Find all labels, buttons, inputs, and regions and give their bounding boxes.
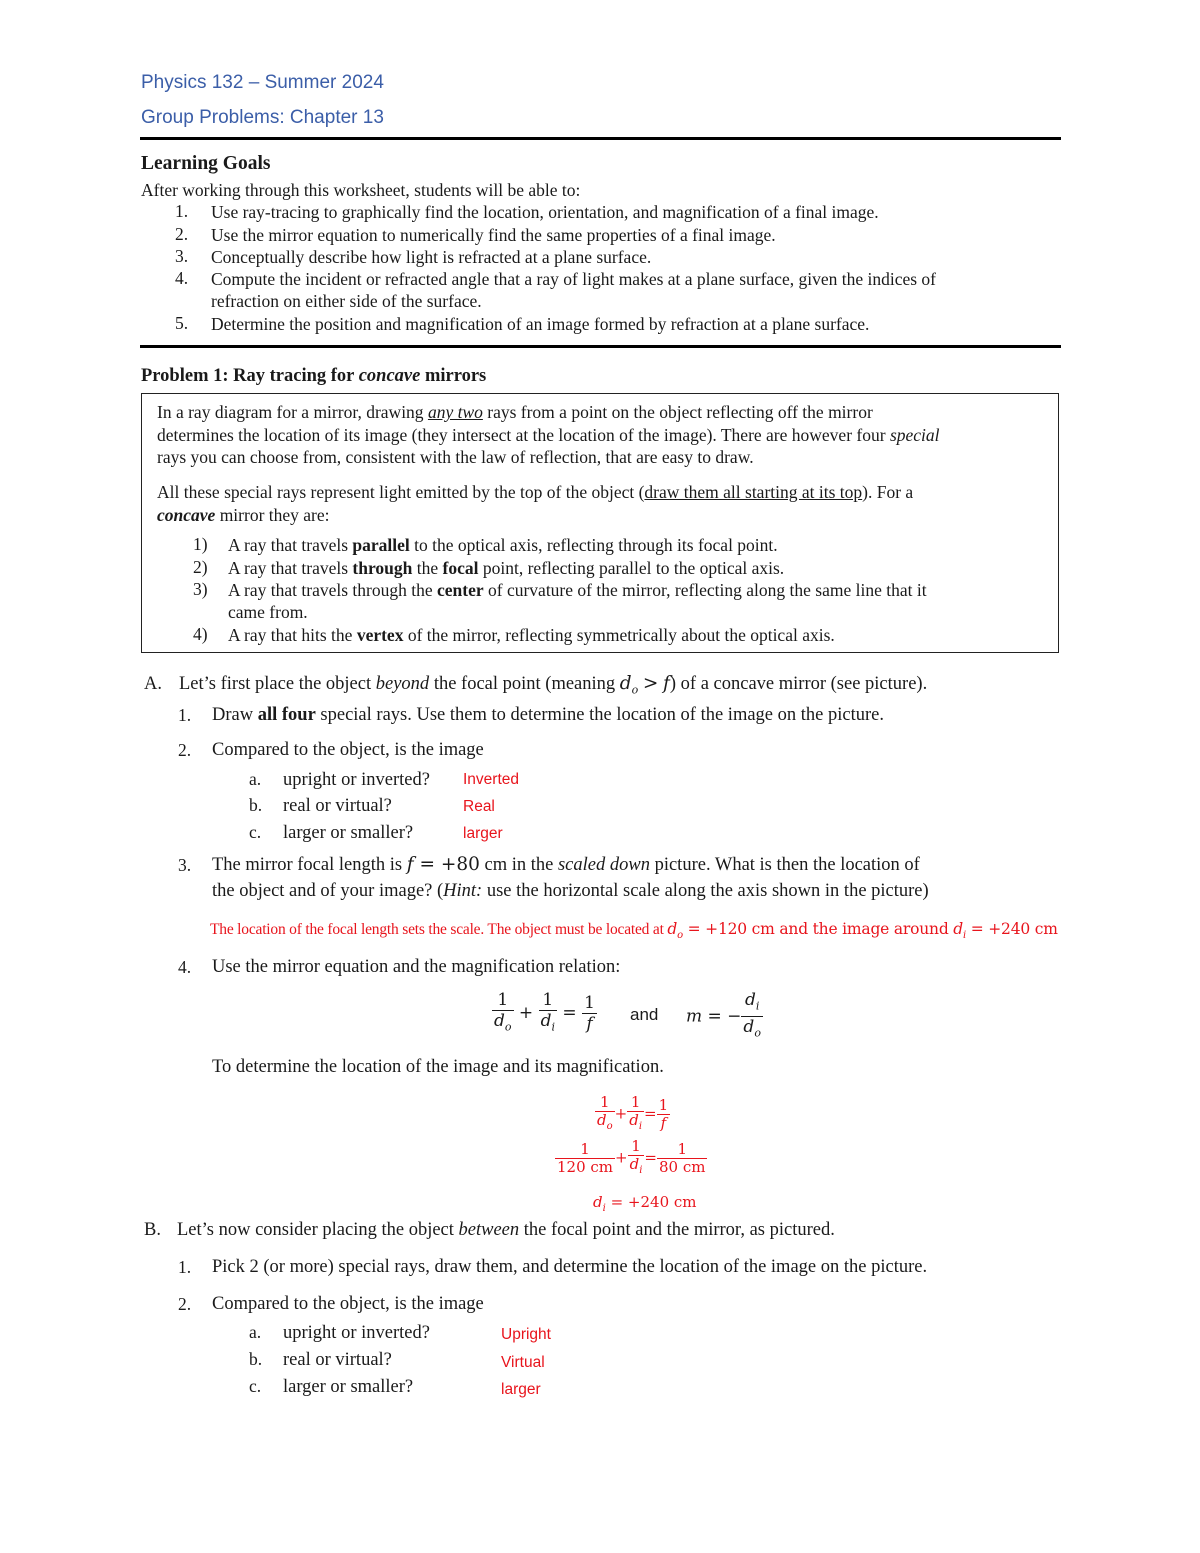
ray-number: 1) — [193, 534, 208, 554]
worksheet-subtitle: Group Problems: Chapter 13 — [141, 107, 384, 128]
solution-step-1: $\frac{1}{d_o}$ + $\frac{1}{d_i}$ = $\frac{1}{f}$ — [597, 1093, 669, 1132]
goal-text: Compute the incident or refracted angle that a ray of light makes at a plane surface, given the indices of — [211, 269, 936, 289]
question-number: 3. — [178, 855, 192, 875]
equation-connector: and — [630, 1005, 659, 1024]
section-divider — [140, 345, 1061, 348]
goal-number: 3. — [175, 246, 189, 266]
mirror-equation: $\frac{1}{d_o}$ + $\frac{1}{d_i}$ = $\frac{1}{f}$ — [494, 990, 595, 1035]
part-a-question-3-line-2: the object and of your image? (Hint: use the horizontal scale along the axis shown in the picture) — [212, 881, 929, 901]
part-b-question-1: Pick 2 (or more) special rays, draw them, and determine the location of the image on the picture. — [212, 1257, 928, 1277]
goal-text: Use ray-tracing to graphically find the location, orientation, and magnification of a final image. — [211, 202, 879, 222]
sub-question-letter: c. — [249, 822, 262, 842]
sub-question-text: larger or smaller? — [283, 823, 414, 843]
goal-number: 4. — [175, 268, 189, 288]
goal-text: Determine the position and magnification of an image formed by refraction at a plane surface. — [211, 314, 870, 334]
sub-question-letter: b. — [249, 795, 263, 815]
ray-number: 2) — [193, 557, 208, 577]
sub-question-letter: c. — [249, 1376, 262, 1396]
answer-orientation: Inverted — [463, 771, 520, 788]
answer-locations: The location of the focal length sets the scale. The object must be located at $d_o = +120$ cm and the image around $d_i = +240$ cm — [210, 920, 1058, 942]
problem-1-title: Problem 1: Ray tracing for concave mirrors — [141, 366, 487, 386]
solution-result: $d_i = +240$ cm — [593, 1193, 697, 1214]
question-number: 1. — [178, 1257, 192, 1277]
sub-question-text: real or virtual? — [283, 1350, 392, 1370]
ray-description-continued: came from. — [228, 602, 308, 622]
ray-description: A ray that travels parallel to the optical axis, reflecting through its focal point. — [228, 535, 778, 555]
box-paragraph-1-line-3: rays you can choose from, consistent with the law of reflection, that are easy to draw. — [157, 447, 754, 467]
part-a-prompt: Let’s first place the object beyond the focal point (meaning $d_o > f$) of a concave mirror (see picture). — [179, 673, 928, 697]
learning-goals-title: Learning Goals — [141, 153, 271, 174]
magnification-equation: m = − $\frac{d_i}{d_o}$ — [686, 990, 761, 1040]
sub-question-text: larger or smaller? — [283, 1377, 414, 1397]
question-number: 2. — [178, 740, 192, 760]
goal-text: Use the mirror equation to numerically find the same properties of a final image. — [211, 225, 776, 245]
goal-number: 5. — [175, 313, 189, 333]
goal-text-continued: refraction on either side of the surface. — [211, 291, 482, 311]
box-paragraph-2-line-1: All these special rays represent light emitted by the top of the object (draw them all starting at its top). For a — [157, 482, 914, 502]
answer-real-virtual: Virtual — [501, 1354, 545, 1371]
course-title: Physics 132 – Summer 2024 — [141, 72, 384, 93]
sub-question-letter: a. — [249, 769, 262, 789]
goal-number: 2. — [175, 224, 189, 244]
answer-real-virtual: Real — [463, 798, 495, 815]
box-paragraph-1-line-2: determines the location of its image (they intersect at the location of the image). There are however four special — [157, 425, 940, 445]
sub-question-letter: b. — [249, 1349, 263, 1369]
box-paragraph-1-line-1: In a ray diagram for a mirror, drawing any two rays from a point on the object reflecting off the mirror — [157, 402, 873, 422]
ray-number: 3) — [193, 579, 208, 599]
header-divider — [140, 137, 1061, 140]
part-a-question-2: Compared to the object, is the image — [212, 740, 484, 760]
question-number: 4. — [178, 957, 192, 977]
ray-number: 4) — [193, 624, 208, 644]
answer-size: larger — [501, 1381, 541, 1398]
ray-description: A ray that hits the vertex of the mirror, reflecting symmetrically about the optical axis. — [228, 625, 835, 645]
goal-text: Conceptually describe how light is refracted at a plane surface. — [211, 247, 652, 267]
question-number: 1. — [178, 705, 192, 725]
part-b-question-2: Compared to the object, is the image — [212, 1294, 484, 1314]
box-paragraph-2-line-2: concave mirror they are: — [157, 505, 330, 525]
part-b-prompt: Let’s now consider placing the object between the focal point and the mirror, as pictured. — [177, 1220, 835, 1240]
sub-question-letter: a. — [249, 1322, 262, 1342]
question-number: 2. — [178, 1294, 192, 1314]
goal-number: 1. — [175, 201, 189, 221]
part-a-question-3-line-1: The mirror focal length is f = +80 cm in the scaled down picture. What is then the location of — [212, 854, 920, 875]
part-a-question-4-continued: To determine the location of the image and its magnification. — [212, 1057, 664, 1077]
sub-question-text: upright or inverted? — [283, 1323, 430, 1343]
part-a-question-4: Use the mirror equation and the magnification relation: — [212, 957, 621, 977]
ray-description: A ray that travels through the focal point, reflecting parallel to the optical axis. — [228, 558, 785, 578]
answer-orientation: Upright — [501, 1326, 551, 1343]
part-b-label: B. — [144, 1220, 161, 1240]
answer-size: larger — [463, 825, 503, 842]
part-a-question-1: Draw all four special rays. Use them to determine the location of the image on the picture. — [212, 705, 884, 725]
learning-goals-intro: After working through this worksheet, students will be able to: — [141, 180, 581, 200]
part-a-label: A. — [144, 674, 162, 694]
ray-description: A ray that travels through the center of curvature of the mirror, reflecting along the same line that it — [228, 580, 927, 600]
solution-step-2: $\frac{1}{120 cm}$ + $\frac{1}{d_i}$ = $\frac{1}{80 cm}$ — [557, 1137, 706, 1176]
sub-question-text: real or virtual? — [283, 796, 392, 816]
sub-question-text: upright or inverted? — [283, 770, 430, 790]
